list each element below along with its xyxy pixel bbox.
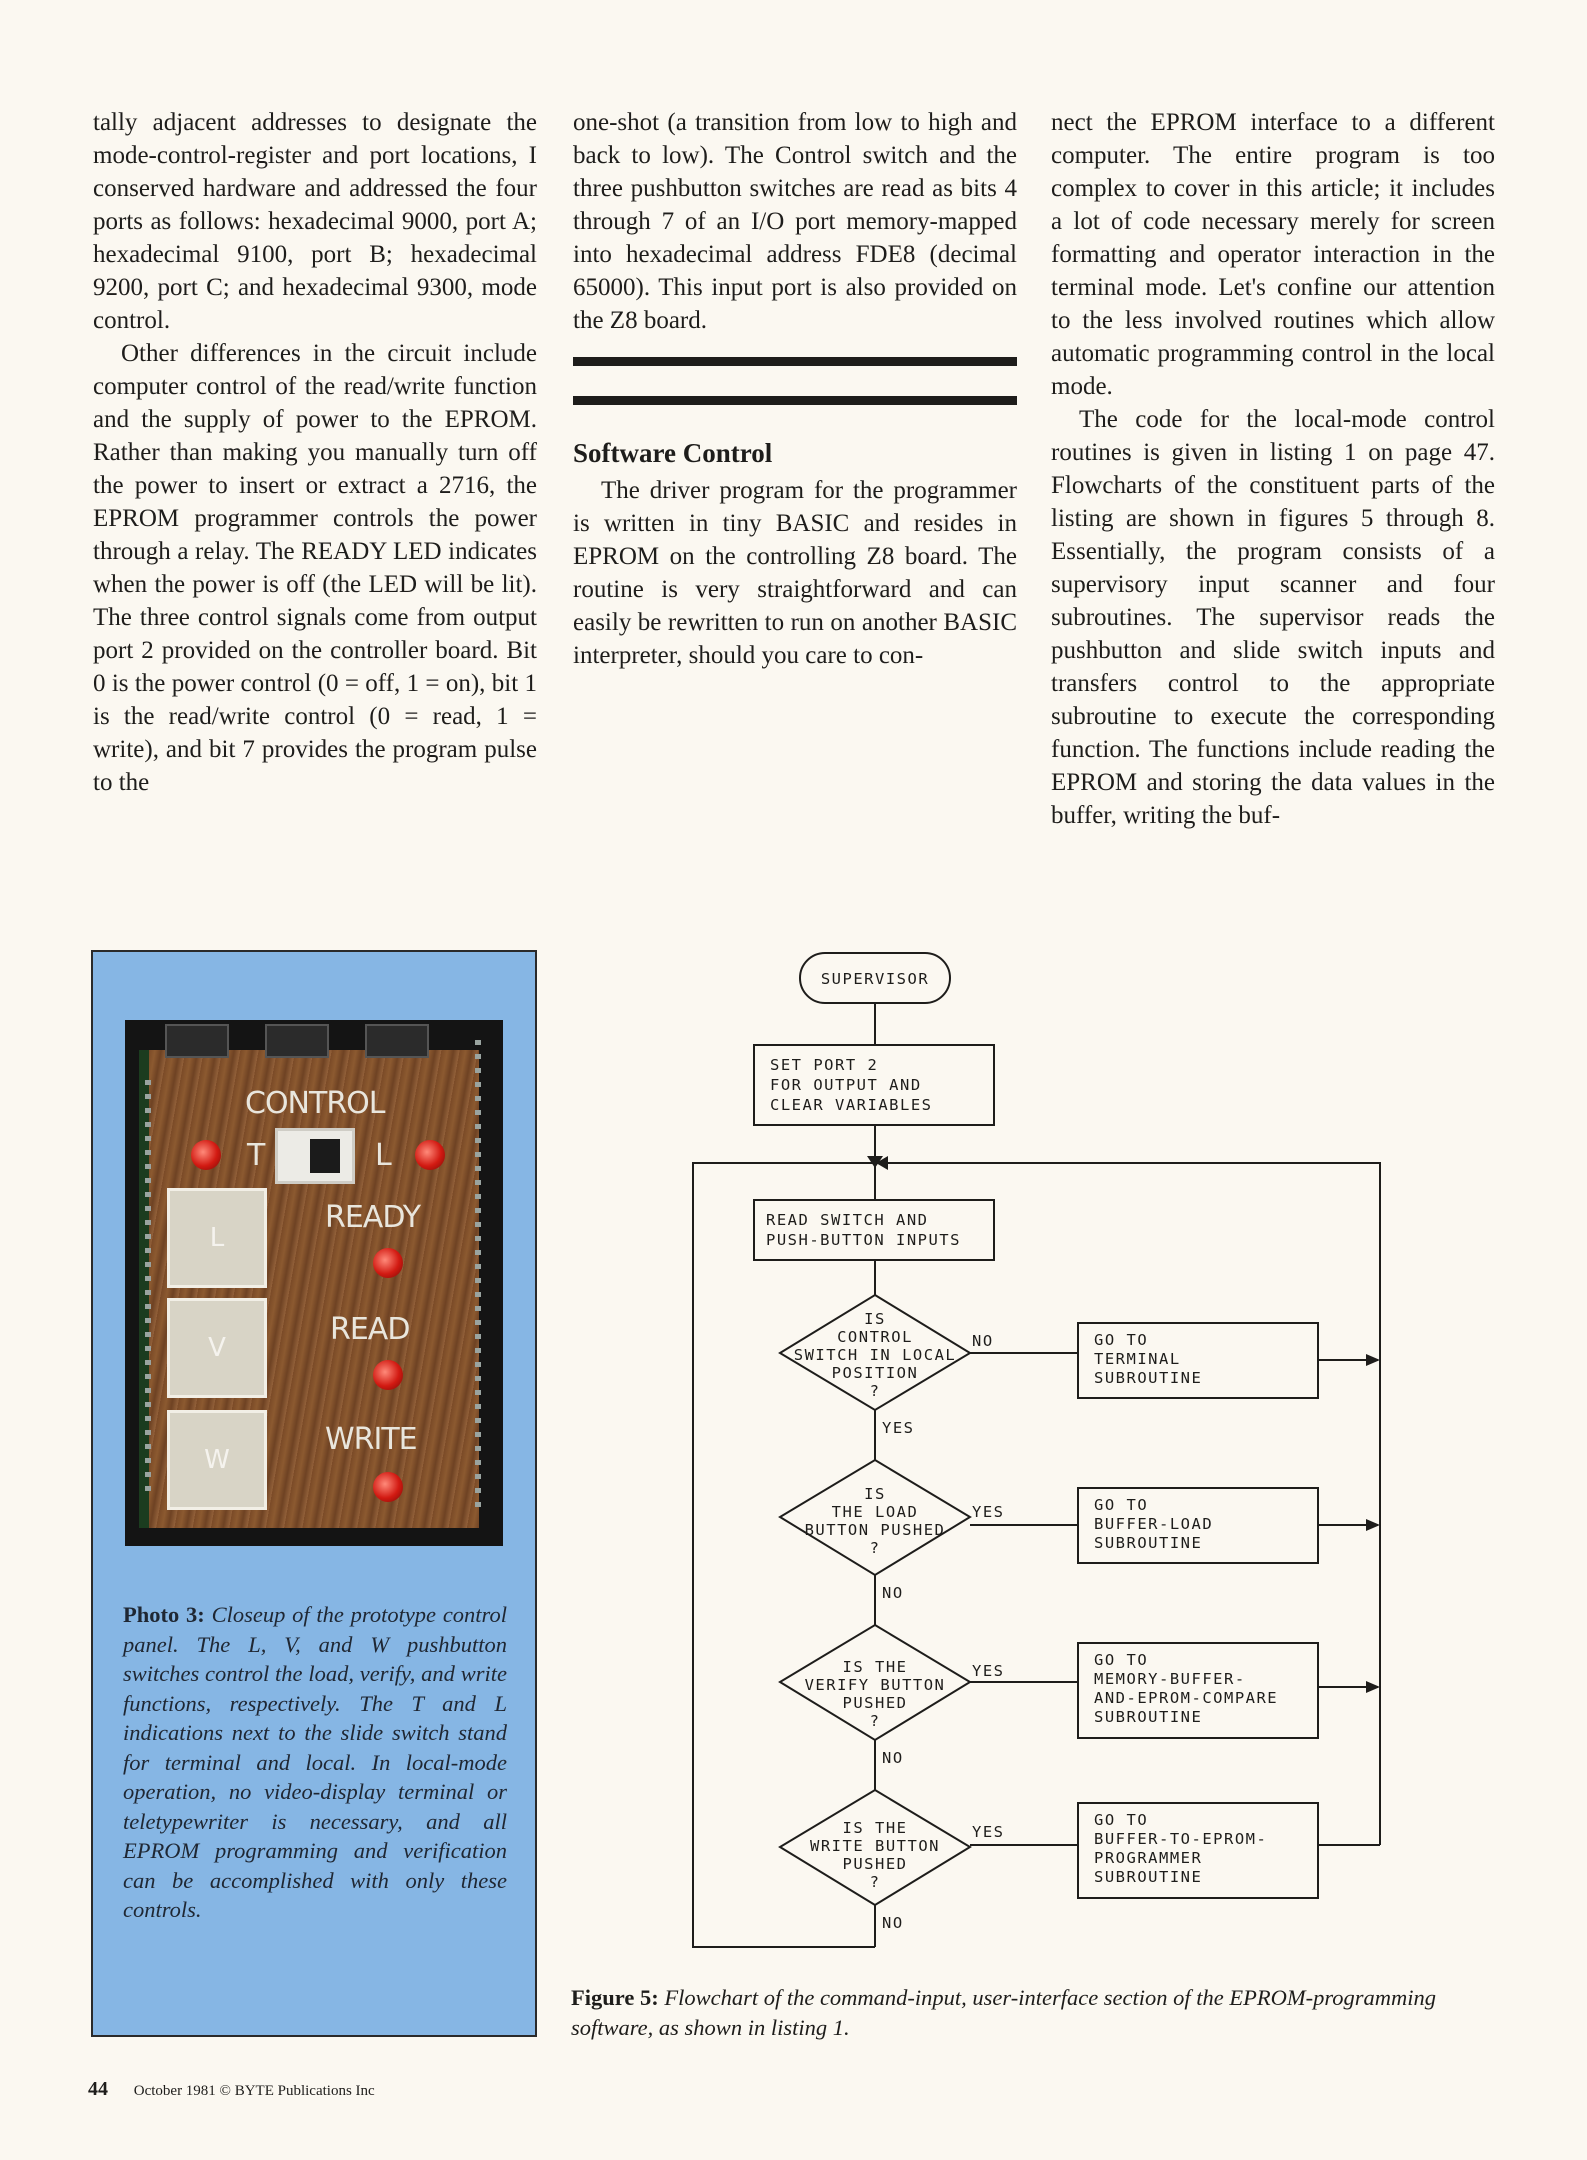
flow-text: AND-EPROM-COMPARE <box>1094 1689 1279 1707</box>
flow-text: THE LOAD <box>831 1503 919 1521</box>
flow-text: BUFFER-TO-EPROM- <box>1094 1830 1268 1848</box>
label-read: READ <box>330 1312 410 1347</box>
text-column-2 <box>573 106 1017 672</box>
page-number: 44 <box>88 2078 108 2100</box>
flow-text: SUBROUTINE <box>1094 1369 1203 1387</box>
page-footer <box>88 2078 375 2101</box>
flow-label: NO <box>882 1749 904 1767</box>
connector <box>365 1024 429 1058</box>
flow-text: FOR OUTPUT AND <box>770 1076 922 1094</box>
paragraph: tally adjacent addresses to designate the mode-control-register and port locations, I conserved hardware and addressed the four ports as follows: hexadecimal 9000, port A; hexadecimal 9100, port B; hexadecimal 9200, port C; and hexadecimal 9300, mode control. <box>93 109 537 334</box>
flow-text: GO TO <box>1094 1331 1149 1349</box>
pin-row <box>475 1040 481 1510</box>
flow-text: GO TO <box>1094 1496 1149 1514</box>
caption-text: Closeup of the prototype control panel. The L, V, and W pushbutton switches control the load, verify, and write functions, respectively. The T and L indications next to the slide switch stand for terminal and local. In local-mode operation, no video-display terminal or teletypewriter is necessary, and all EPROM programming and verification can be accomplished with only these controls. <box>123 1602 507 1922</box>
divider <box>573 396 1017 405</box>
text-column-1 <box>93 106 537 799</box>
paragraph: Other differences in the circuit include computer control of the read/write function and the supply of power to the EPROM. Rather than making you manually turn off the power to insert or extract a 2716, the EPROM programmer controls the power through a relay. The READY LED indicates when the power is off (the LED will be lit). The three control signals come from output port 2 provided on the controller board. Bit 0 is the power control (0 = off, 1 = on), bit 1 is the read/write control (0 = read, 1 = write), and bit 7 provides the program pulse to the <box>93 340 537 796</box>
pushbutton-load: L <box>167 1188 267 1288</box>
flow-label: YES <box>882 1419 915 1437</box>
section-heading: Software Control <box>573 438 773 468</box>
figure-caption-lead: Figure 5: <box>571 1985 659 2010</box>
flow-text: ? <box>869 1712 881 1730</box>
slide-switch <box>275 1128 355 1184</box>
flow-text: IS <box>864 1485 886 1503</box>
flow-text: PROGRAMMER <box>1094 1849 1203 1867</box>
led-local <box>415 1140 445 1170</box>
flow-text: ? <box>869 1382 881 1400</box>
flow-text: READ SWITCH AND <box>766 1211 929 1229</box>
flow-text: SUBROUTINE <box>1094 1868 1203 1886</box>
flow-text: CONTROL <box>837 1328 913 1346</box>
label-control: CONTROL <box>245 1086 385 1121</box>
connector <box>265 1024 329 1058</box>
flow-text: BUTTON PUSHED <box>804 1521 946 1539</box>
flow-text: MEMORY-BUFFER- <box>1094 1670 1246 1688</box>
caption-lead: Photo 3: <box>123 1602 205 1627</box>
pull-quote-text <box>573 366 1017 396</box>
flow-text: WRITE BUTTON <box>810 1837 940 1855</box>
connector <box>165 1024 229 1058</box>
photo-panel <box>91 950 537 2037</box>
label-l: L <box>375 1138 391 1173</box>
led-ready <box>373 1248 403 1278</box>
pull-quote <box>573 357 1017 405</box>
flow-text: BUFFER-LOAD <box>1094 1515 1214 1533</box>
paragraph: The code for the local-mode control routines is given in listing 1 on page 47. Flowcharts of the constituent parts of the listing are shown in figures 5 through 8. Essentially, the program consists of a supervisory input scanner and four subroutines. The supervisor reads the pushbutton and slide switch inputs and transfers control to the appropriate subroutine to execute the corresponding function. The functions include reading the EPROM and storing the data values in the buffer, writing the buf- <box>1051 406 1495 829</box>
flow-label: NO <box>882 1584 904 1602</box>
paragraph: The driver program for the programmer is written in tiny BASIC and resides in EPROM on the controlling Z8 board. The routine is very straightforward and can easily be rewritten to run on another BASIC interpreter, should you care to con- <box>573 477 1017 669</box>
flow-supervisor-text: SUPERVISOR <box>820 970 930 988</box>
flow-label: YES <box>972 1823 1005 1841</box>
flow-text: POSITION <box>831 1364 919 1382</box>
flow-text: IS THE <box>842 1819 908 1837</box>
footer-text: October 1981 © BYTE Publications Inc <box>133 2083 375 2099</box>
figure-caption-text: Flowchart of the command-input, user-interface section of the EPROM-programming software, as shown in listing 1. <box>571 1985 1437 2040</box>
flow-text: GO TO <box>1094 1811 1149 1829</box>
pushbutton-write: W <box>167 1410 267 1510</box>
led-terminal <box>191 1140 221 1170</box>
flow-text: SET PORT 2 <box>770 1056 879 1074</box>
text-column-3 <box>1051 106 1495 832</box>
flow-text: PUSH-BUTTON INPUTS <box>766 1231 961 1249</box>
flow-text: VERIFY BUTTON <box>804 1676 946 1694</box>
led-write <box>373 1472 403 1502</box>
control-panel-photo <box>125 1020 503 1546</box>
pin-row <box>145 1080 151 1500</box>
flow-label: NO <box>882 1914 904 1932</box>
flow-text: GO TO <box>1094 1651 1149 1669</box>
flow-text: IS <box>864 1310 886 1328</box>
flow-text: IS THE <box>842 1658 908 1676</box>
flow-text: TERMINAL <box>1094 1350 1181 1368</box>
flow-text: PUSHED <box>842 1694 908 1712</box>
flowchart <box>690 945 1390 1960</box>
flow-label: NO <box>972 1332 994 1350</box>
pushbutton-verify: V <box>167 1298 267 1398</box>
photo-caption <box>123 1600 507 1925</box>
flow-text: CLEAR VARIABLES <box>770 1096 933 1114</box>
flow-text: SUBROUTINE <box>1094 1534 1203 1552</box>
label-write: WRITE <box>325 1422 417 1457</box>
flow-text: ? <box>869 1539 881 1557</box>
label-ready: READY <box>325 1200 421 1235</box>
flow-text: PUSHED <box>842 1855 908 1873</box>
paragraph: nect the EPROM interface to a different computer. The entire program is too complex to cover in this article; it includes a lot of code necessary merely for screen formatting and operator interaction in the terminal mode. Let's confine our attention to the less involved routines which allow automatic programming control in the local mode. <box>1051 109 1495 400</box>
flow-text: SUBROUTINE <box>1094 1708 1203 1726</box>
figure-caption <box>571 1983 1491 2043</box>
flow-read-box <box>754 1200 994 1260</box>
flow-text: ? <box>869 1873 881 1891</box>
flow-text: SWITCH IN LOCAL <box>793 1346 957 1364</box>
paragraph: one-shot (a transition from low to high and back to low). The Control switch and the three pushbutton switches are read as bits 4 through 7 of an I/O port memory-mapped into hexadecimal address FDE8 (decimal 65000). This input port is also provided on the Z8 board. <box>573 109 1017 334</box>
flow-label: YES <box>972 1503 1005 1521</box>
led-read <box>373 1360 403 1390</box>
label-t: T <box>247 1138 265 1173</box>
flow-label: YES <box>972 1662 1005 1680</box>
divider <box>573 357 1017 366</box>
